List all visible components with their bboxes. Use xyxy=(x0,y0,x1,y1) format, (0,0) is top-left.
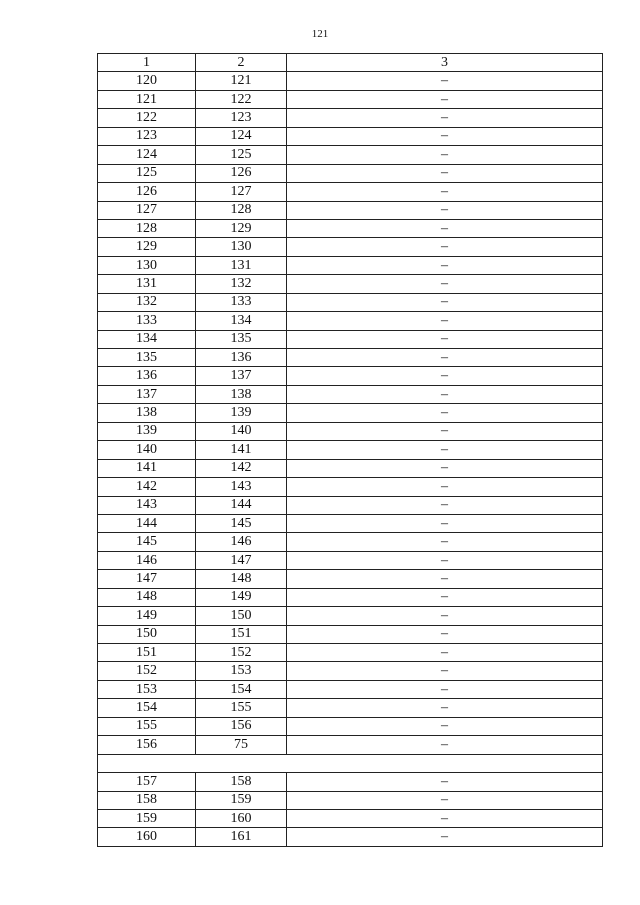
table-cell: – xyxy=(287,330,603,348)
table-cell: – xyxy=(287,219,603,237)
table-cell: 150 xyxy=(196,607,287,625)
table-row xyxy=(98,828,603,846)
table-cell: 138 xyxy=(98,404,196,422)
table-cell: 128 xyxy=(196,201,287,219)
table-cell: – xyxy=(287,533,603,551)
column-header: 3 xyxy=(287,54,603,72)
table-cell: – xyxy=(287,90,603,108)
table-cell: – xyxy=(287,422,603,440)
table-cell: 152 xyxy=(98,662,196,680)
table-row xyxy=(98,644,603,662)
table-cell: 142 xyxy=(196,459,287,477)
table-cell: 147 xyxy=(98,570,196,588)
table-cell: 122 xyxy=(196,90,287,108)
table-cell: 122 xyxy=(98,109,196,127)
table-cell: 136 xyxy=(196,349,287,367)
table-cell: 141 xyxy=(196,441,287,459)
table-cell: 158 xyxy=(98,791,196,809)
table-cell: 123 xyxy=(196,109,287,127)
table-cell: – xyxy=(287,275,603,293)
table-cell: – xyxy=(287,699,603,717)
data-table xyxy=(97,53,603,847)
table-cell: – xyxy=(287,680,603,698)
table-row xyxy=(98,662,603,680)
table-row xyxy=(98,496,603,514)
table-cell: 132 xyxy=(196,275,287,293)
table-cell: 141 xyxy=(98,459,196,477)
table-cell: 156 xyxy=(98,736,196,754)
table-cell: – xyxy=(287,183,603,201)
table-cell: 144 xyxy=(196,496,287,514)
table-cell: – xyxy=(287,367,603,385)
table-row xyxy=(98,256,603,274)
table-cell: 161 xyxy=(196,828,287,846)
table-cell: – xyxy=(287,293,603,311)
table-cell: 140 xyxy=(98,441,196,459)
table-cell: 158 xyxy=(196,773,287,791)
table-cell: 145 xyxy=(196,514,287,532)
table-cell: 146 xyxy=(196,533,287,551)
table-row xyxy=(98,533,603,551)
table-cell: 131 xyxy=(196,256,287,274)
table-cell: 131 xyxy=(98,275,196,293)
table-cell: 120 xyxy=(98,72,196,90)
table-cell: 132 xyxy=(98,293,196,311)
table-row xyxy=(98,90,603,108)
table-cell: – xyxy=(287,201,603,219)
table-cell: 154 xyxy=(98,699,196,717)
column-header: 1 xyxy=(98,54,196,72)
table-row xyxy=(98,330,603,348)
table-row xyxy=(98,385,603,403)
table-cell: – xyxy=(287,404,603,422)
table-cell: – xyxy=(287,736,603,754)
table-cell: 75 xyxy=(196,736,287,754)
table-cell: – xyxy=(287,588,603,606)
table-row xyxy=(98,275,603,293)
table-row xyxy=(98,625,603,643)
table-cell: – xyxy=(287,828,603,846)
table-row xyxy=(98,404,603,422)
table-row xyxy=(98,164,603,182)
table-cell: 143 xyxy=(98,496,196,514)
table-cell: 151 xyxy=(98,644,196,662)
table-row xyxy=(98,607,603,625)
table-cell: 142 xyxy=(98,478,196,496)
table-cell: 126 xyxy=(98,183,196,201)
table-cell: 130 xyxy=(98,256,196,274)
table-cell: 153 xyxy=(98,680,196,698)
table-row xyxy=(98,459,603,477)
table-row xyxy=(98,72,603,90)
table-cell: 156 xyxy=(196,717,287,735)
table-cell: – xyxy=(287,644,603,662)
table-cell: 148 xyxy=(98,588,196,606)
table-cell: – xyxy=(287,72,603,90)
table-cell: – xyxy=(287,441,603,459)
table-cell: 129 xyxy=(98,238,196,256)
table-cell: 149 xyxy=(196,588,287,606)
table-cell: – xyxy=(287,809,603,827)
table-cell: 160 xyxy=(98,828,196,846)
table-cell: 151 xyxy=(196,625,287,643)
table-row xyxy=(98,791,603,809)
table-cell: 137 xyxy=(98,385,196,403)
table-cell: 137 xyxy=(196,367,287,385)
table-row xyxy=(98,680,603,698)
table-cell: 128 xyxy=(98,219,196,237)
table-row xyxy=(98,551,603,569)
table-cell: 134 xyxy=(196,312,287,330)
table-row xyxy=(98,367,603,385)
table-cell: – xyxy=(287,717,603,735)
table-cell: 124 xyxy=(98,146,196,164)
table-cell: – xyxy=(287,773,603,791)
table-cell: 129 xyxy=(196,219,287,237)
table-cell: – xyxy=(287,496,603,514)
table-gap-row xyxy=(98,754,603,772)
table-cell: 153 xyxy=(196,662,287,680)
table-row xyxy=(98,349,603,367)
table-cell: 138 xyxy=(196,385,287,403)
table-cell: 152 xyxy=(196,644,287,662)
table-row xyxy=(98,514,603,532)
table-cell: – xyxy=(287,127,603,145)
table-cell: – xyxy=(287,385,603,403)
table-cell: 139 xyxy=(98,422,196,440)
table-cell: – xyxy=(287,478,603,496)
table-cell: – xyxy=(287,625,603,643)
table-cell: 150 xyxy=(98,625,196,643)
table-row xyxy=(98,478,603,496)
table-cell: – xyxy=(287,146,603,164)
table-cell: – xyxy=(287,164,603,182)
table-cell: 126 xyxy=(196,164,287,182)
table-cell: 127 xyxy=(98,201,196,219)
table-cell: 121 xyxy=(196,72,287,90)
page-number: 121 xyxy=(311,28,329,40)
table-cell: 125 xyxy=(98,164,196,182)
table-cell: 159 xyxy=(196,791,287,809)
table-cell: – xyxy=(287,109,603,127)
table-cell: – xyxy=(287,312,603,330)
table-cell: 148 xyxy=(196,570,287,588)
table-cell: 134 xyxy=(98,330,196,348)
table-cell: 125 xyxy=(196,146,287,164)
table-cell: 121 xyxy=(98,90,196,108)
table-cell: 133 xyxy=(196,293,287,311)
table-cell: 145 xyxy=(98,533,196,551)
table-row xyxy=(98,219,603,237)
table-cell: – xyxy=(287,349,603,367)
table-cell: – xyxy=(287,551,603,569)
table-cell: – xyxy=(287,256,603,274)
table-row xyxy=(98,588,603,606)
table-row xyxy=(98,127,603,145)
table-cell: – xyxy=(287,238,603,256)
table-row xyxy=(98,809,603,827)
table-cell: – xyxy=(287,570,603,588)
table-row xyxy=(98,736,603,754)
table-cell: 123 xyxy=(98,127,196,145)
column-header: 2 xyxy=(196,54,287,72)
table-row xyxy=(98,109,603,127)
table-cell: 146 xyxy=(98,551,196,569)
empty-cell xyxy=(98,754,603,772)
table-cell: 136 xyxy=(98,367,196,385)
table-cell: 155 xyxy=(98,717,196,735)
table-cell: 154 xyxy=(196,680,287,698)
table-row xyxy=(98,312,603,330)
table-cell: 140 xyxy=(196,422,287,440)
table-row xyxy=(98,570,603,588)
table-cell: 159 xyxy=(98,809,196,827)
table-cell: 130 xyxy=(196,238,287,256)
table-cell: 139 xyxy=(196,404,287,422)
table-cell: 124 xyxy=(196,127,287,145)
table-row xyxy=(98,699,603,717)
table-cell: – xyxy=(287,662,603,680)
table-cell: – xyxy=(287,459,603,477)
table-cell: 157 xyxy=(98,773,196,791)
table-row xyxy=(98,293,603,311)
table-cell: 143 xyxy=(196,478,287,496)
table-row xyxy=(98,238,603,256)
table-cell: 160 xyxy=(196,809,287,827)
table-row xyxy=(98,441,603,459)
table-header-row xyxy=(98,54,603,72)
table-cell: 127 xyxy=(196,183,287,201)
table-row xyxy=(98,146,603,164)
table-cell: 147 xyxy=(196,551,287,569)
table-row xyxy=(98,717,603,735)
table-cell: 144 xyxy=(98,514,196,532)
table-cell: 135 xyxy=(98,349,196,367)
table-row xyxy=(98,773,603,791)
table-cell: – xyxy=(287,791,603,809)
table-cell: – xyxy=(287,607,603,625)
table-cell: 155 xyxy=(196,699,287,717)
table-cell: – xyxy=(287,514,603,532)
table-cell: 135 xyxy=(196,330,287,348)
table-row xyxy=(98,201,603,219)
table-cell: 133 xyxy=(98,312,196,330)
table-cell: 149 xyxy=(98,607,196,625)
table-row xyxy=(98,422,603,440)
table-row xyxy=(98,183,603,201)
